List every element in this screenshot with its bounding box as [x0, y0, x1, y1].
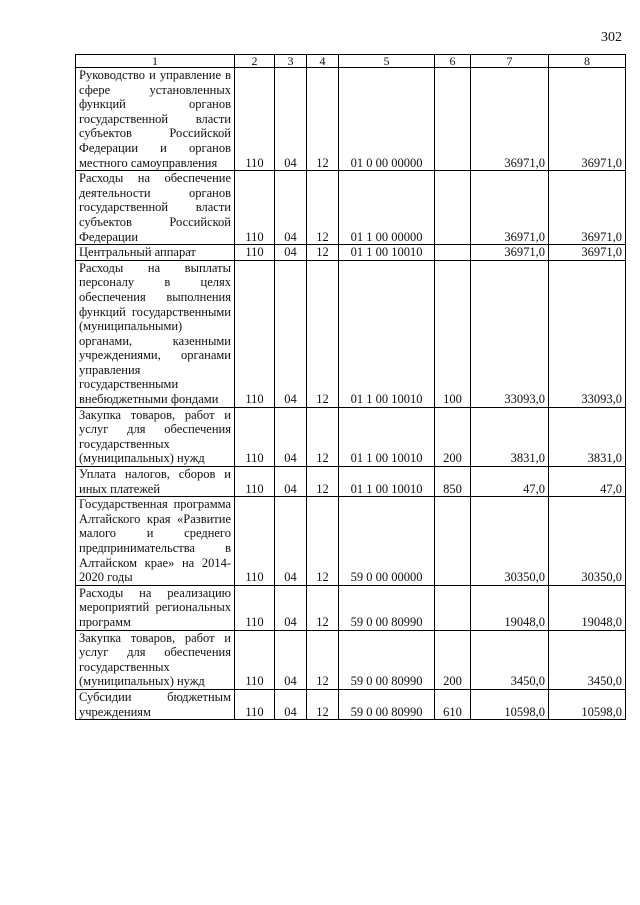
row-amount-cell: 19048,0 [471, 585, 549, 630]
row-amount-cell: 3450,0 [471, 630, 549, 689]
row-name-cell: Центральный аппарат [76, 245, 235, 261]
table-header-row [76, 55, 626, 68]
row-expense-type-cell: 200 [435, 407, 471, 466]
row-subsection-cell: 12 [307, 171, 339, 245]
row-code-cell: 110 [235, 68, 275, 171]
table-row [76, 260, 626, 407]
row-name-cell: Расходы на выплаты персоналу в целях обеспечения выполнения функций государственными (муниципальными) органами, казенными учреждениями, органами управления государственными внебюджетными фондами [76, 260, 235, 407]
row-name-cell: Расходы на реализацию мероприятий региональных программ [76, 585, 235, 630]
row-target-article-cell: 01 1 00 10010 [339, 467, 435, 497]
row-expense-type-cell: 850 [435, 467, 471, 497]
row-name-cell: Уплата налогов, сборов и иных платежей [76, 467, 235, 497]
header-cell-2: 2 [235, 55, 275, 68]
header-cell-3: 3 [275, 55, 307, 68]
header-cell-7: 7 [471, 55, 549, 68]
row-amount-cell: 10598,0 [471, 689, 549, 719]
row-subsection-cell: 12 [307, 68, 339, 171]
table-row [76, 467, 626, 497]
row-code-cell: 110 [235, 630, 275, 689]
row-expense-type-cell [435, 585, 471, 630]
row-amount-cell: 36971,0 [471, 245, 549, 261]
row-amount-total-cell: 33093,0 [549, 260, 626, 407]
row-amount-total-cell: 36971,0 [549, 245, 626, 261]
page-number: 302 [601, 30, 622, 45]
row-expense-type-cell: 610 [435, 689, 471, 719]
row-target-article-cell: 59 0 00 00000 [339, 497, 435, 586]
budget-table [75, 54, 626, 720]
row-section-cell: 04 [275, 171, 307, 245]
row-subsection-cell: 12 [307, 585, 339, 630]
row-amount-total-cell: 10598,0 [549, 689, 626, 719]
row-subsection-cell: 12 [307, 467, 339, 497]
row-section-cell: 04 [275, 630, 307, 689]
row-amount-cell: 47,0 [471, 467, 549, 497]
row-name-cell: Расходы на обеспечение деятельности органов государственной власти субъектов Российской Федерации [76, 171, 235, 245]
row-subsection-cell: 12 [307, 245, 339, 261]
row-section-cell: 04 [275, 497, 307, 586]
header-cell-4: 4 [307, 55, 339, 68]
row-code-cell: 110 [235, 260, 275, 407]
row-subsection-cell: 12 [307, 497, 339, 586]
row-amount-total-cell: 30350,0 [549, 497, 626, 586]
row-section-cell: 04 [275, 689, 307, 719]
row-expense-type-cell [435, 497, 471, 586]
row-amount-total-cell: 3831,0 [549, 407, 626, 466]
header-cell-6: 6 [435, 55, 471, 68]
header-cell-5: 5 [339, 55, 435, 68]
row-amount-cell: 33093,0 [471, 260, 549, 407]
row-name-cell: Руководство и управление в сфере установленных функций органов государственной власти субъектов Российской Федерации и органов местного самоуправления [76, 68, 235, 171]
row-expense-type-cell: 200 [435, 630, 471, 689]
row-section-cell: 04 [275, 585, 307, 630]
row-amount-total-cell: 36971,0 [549, 68, 626, 171]
row-section-cell: 04 [275, 245, 307, 261]
row-expense-type-cell: 100 [435, 260, 471, 407]
row-amount-total-cell: 3450,0 [549, 630, 626, 689]
row-target-article-cell: 01 1 00 10010 [339, 245, 435, 261]
header-cell-8: 8 [549, 55, 626, 68]
row-name-cell: Субсидии бюджетным учреждениям [76, 689, 235, 719]
row-expense-type-cell [435, 245, 471, 261]
row-amount-total-cell: 36971,0 [549, 171, 626, 245]
row-amount-cell: 3831,0 [471, 407, 549, 466]
row-subsection-cell: 12 [307, 260, 339, 407]
row-code-cell: 110 [235, 245, 275, 261]
row-amount-cell: 36971,0 [471, 171, 549, 245]
row-target-article-cell: 59 0 00 80990 [339, 630, 435, 689]
row-amount-cell: 30350,0 [471, 497, 549, 586]
row-section-cell: 04 [275, 68, 307, 171]
row-target-article-cell: 01 1 00 00000 [339, 171, 435, 245]
header-cell-1: 1 [76, 55, 235, 68]
row-amount-total-cell: 19048,0 [549, 585, 626, 630]
row-target-article-cell: 01 1 00 10010 [339, 407, 435, 466]
row-name-cell: Закупка товаров, работ и услуг для обеспечения государственных (муниципальных) нужд [76, 407, 235, 466]
row-target-article-cell: 01 1 00 10010 [339, 260, 435, 407]
row-section-cell: 04 [275, 260, 307, 407]
row-code-cell: 110 [235, 467, 275, 497]
row-amount-cell: 36971,0 [471, 68, 549, 171]
row-name-cell: Государственная программа Алтайского края «Развитие малого и среднего предпринимательства в Алтайском крае» на 2014-2020 годы [76, 497, 235, 586]
row-amount-total-cell: 47,0 [549, 467, 626, 497]
row-code-cell: 110 [235, 171, 275, 245]
row-code-cell: 110 [235, 585, 275, 630]
row-section-cell: 04 [275, 407, 307, 466]
table-row [76, 497, 626, 586]
table-row [76, 68, 626, 171]
table-row [76, 689, 626, 719]
row-expense-type-cell [435, 68, 471, 171]
row-name-cell: Закупка товаров, работ и услуг для обеспечения государственных (муниципальных) нужд [76, 630, 235, 689]
table-row [76, 245, 626, 261]
row-subsection-cell: 12 [307, 689, 339, 719]
row-code-cell: 110 [235, 497, 275, 586]
row-target-article-cell: 59 0 00 80990 [339, 689, 435, 719]
row-section-cell: 04 [275, 467, 307, 497]
row-code-cell: 110 [235, 407, 275, 466]
table-row [76, 407, 626, 466]
row-subsection-cell: 12 [307, 407, 339, 466]
row-expense-type-cell [435, 171, 471, 245]
table-row [76, 630, 626, 689]
row-target-article-cell: 59 0 00 80990 [339, 585, 435, 630]
row-subsection-cell: 12 [307, 630, 339, 689]
row-target-article-cell: 01 0 00 00000 [339, 68, 435, 171]
row-code-cell: 110 [235, 689, 275, 719]
table-row [76, 585, 626, 630]
table-row [76, 171, 626, 245]
